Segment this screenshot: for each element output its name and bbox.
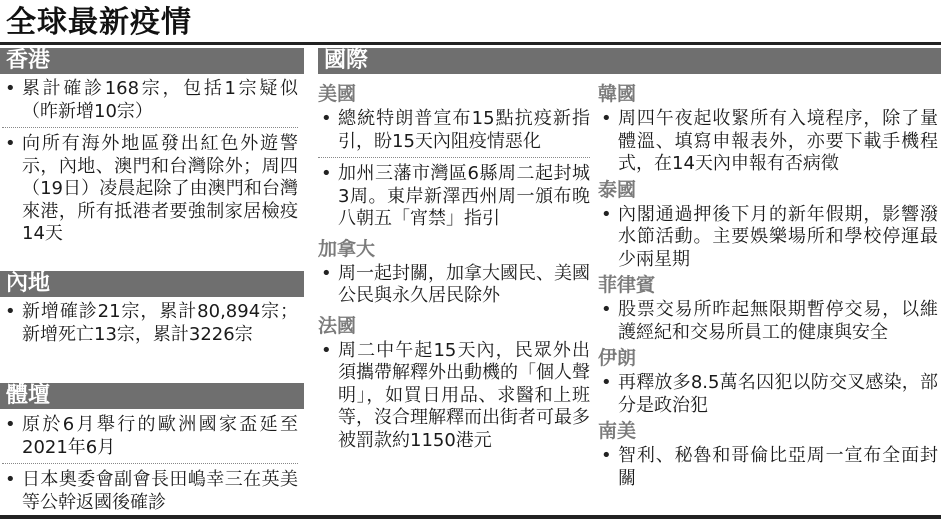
dotted-divider: [2, 463, 298, 464]
sports-section: [2, 414, 298, 514]
list-item: • 日本奧委會副會長田嶋幸三在英美等公幹返國後確診: [2, 469, 298, 514]
section-header-mainland: 內地: [0, 271, 304, 297]
section-header-sports: 體壇: [0, 383, 304, 409]
page-title: 全球最新疫情: [6, 5, 192, 40]
list-item: • 加州三藩市灣區6縣周二起封城3周。東岸新澤西州周一頒布晚八朝五「宵禁」指引: [318, 163, 590, 231]
country-heading-thailand: 泰國: [598, 178, 637, 201]
list-item: • 周二中午起15天內，民眾外出須攜帶解釋外出動機的「個人聲明」，如買日用品、求醫和上班等，沒合理解釋而出街者可最多被罰款約1150港元: [318, 340, 590, 453]
mainland-section: [2, 301, 298, 346]
list-item: • 周一起封關，加拿大國民、美國公民與永久居民除外: [318, 263, 590, 308]
dotted-divider: [2, 127, 298, 128]
country-heading-iran: 伊朗: [598, 347, 637, 369]
bottom-rule: [0, 515, 941, 519]
country-heading-france: 法國: [318, 314, 357, 337]
country-heading-canada: 加拿大: [318, 237, 376, 260]
hong-kong-section: [2, 78, 298, 246]
list-item: • 原於6月舉行的歐洲國家盃延至2021年6月: [2, 414, 298, 459]
list-item: • 內閣通過押後下月的新年假期，影響潑水節活動。主要娛樂場所和學校停運最少兩星期: [598, 204, 938, 272]
country-heading-korea: 韓國: [598, 83, 637, 105]
list-item: • 向所有海外地區發出紅色外遊警示，內地、澳門和台灣除外；周四（19日）凌晨起除了由澳門和台灣來港，所有抵港者要強制家居檢疫14天: [2, 133, 298, 246]
dotted-divider: [318, 157, 590, 158]
list-item: • 新增確診21宗，累計80,894宗；新增死亡13宗，累計3226宗: [2, 301, 298, 346]
section-header-hong-kong: 香港: [0, 48, 304, 74]
list-item: • 周四午夜起收緊所有入境程序，除了量體溫、填寫申報表外，亦要下載手機程式，在14天內申報有否病徵: [598, 108, 938, 176]
title-divider: [0, 42, 941, 45]
list-item: • 股票交易所昨起無限期暫停交易，以維護經紀和交易所員工的健康與安全: [598, 299, 938, 344]
list-item: • 智利、秘魯和哥倫比亞周一宣布全面封關: [598, 445, 938, 490]
list-item: • 累計確診168宗，包括1宗疑似（昨新增10宗）: [2, 78, 298, 123]
country-heading-usa: 美國: [318, 83, 357, 105]
country-heading-philippines: 菲律賓: [598, 274, 656, 296]
list-item: • 再釋放多8.5萬名囚犯以防交叉感染，部分是政治犯: [598, 372, 938, 417]
section-header-international: 國際: [318, 48, 941, 74]
list-item: • 總統特朗普宣布15點抗疫新指引，盼15天內阻疫情惡化: [318, 108, 590, 153]
international-column-1: [318, 82, 590, 452]
country-heading-south-america: 南美: [598, 420, 637, 442]
international-column-2: [598, 82, 938, 490]
